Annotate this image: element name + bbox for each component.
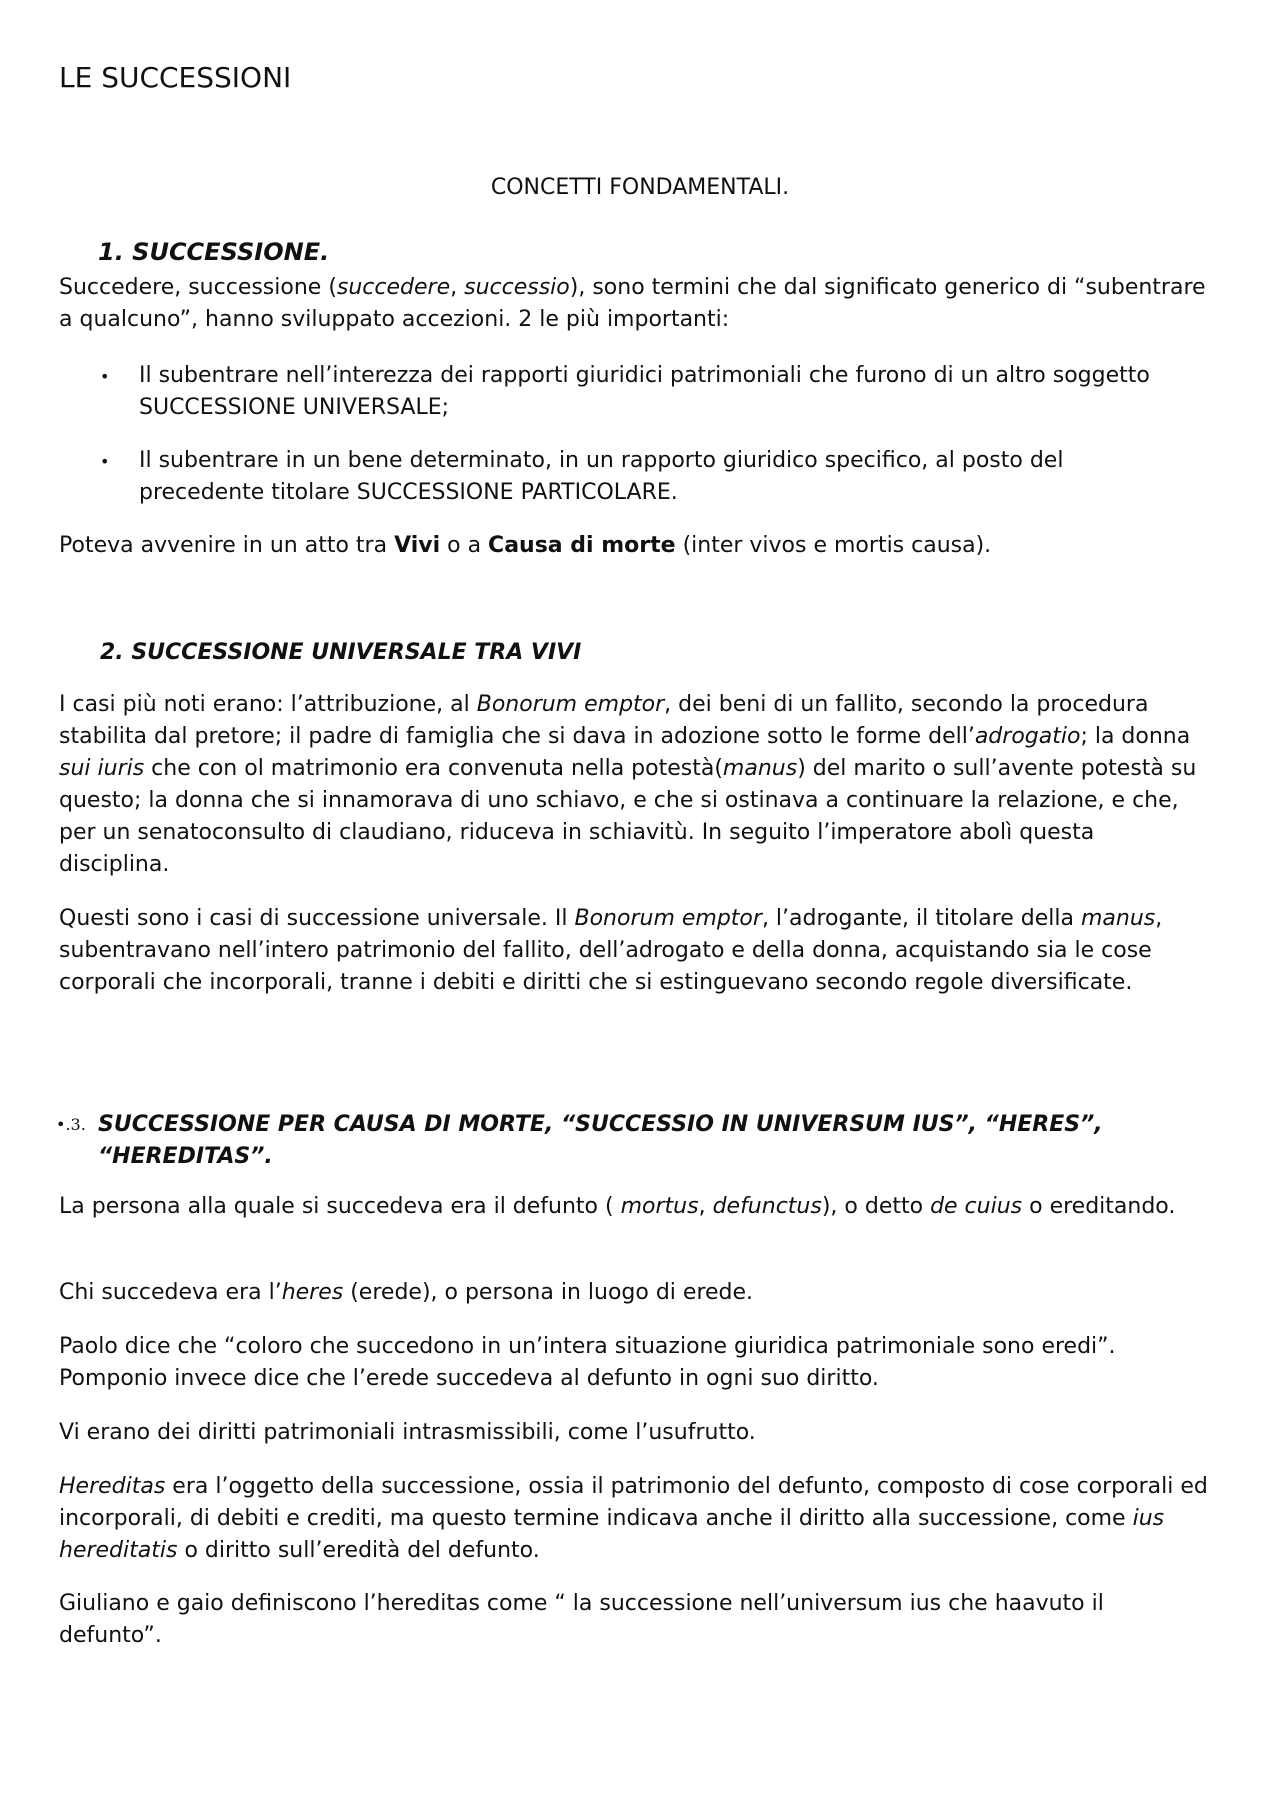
list-item: Il subentrare nell’interezza dei rapporti giuridici patrimoniali che furono di un altro soggetto SUCCESSIONE UNIVERSALE; (139, 363, 1150, 420)
section-2-heading: 2. SUCCESSIONE UNIVERSALE TRA VIVI (100, 640, 582, 665)
bullet-icon: • (100, 452, 110, 471)
section-3-paragraph-1: La persona alla quale si succedeva era il defunto ( mortus, defunctus), o detto de cuius o ereditando. (59, 1194, 1176, 1219)
bullet-icon: • (100, 367, 110, 386)
section-3-paragraph-5: Hereditas era l’oggetto della successione, ossia il patrimonio del defunto, composto di cose corporali ed incorporali, di debiti e crediti, ma questo termine indicava anche il diritto alla successione, come ius hereditatis o diritto sull’eredità del defunto. (59, 1474, 1208, 1563)
list-item: Il subentrare in un bene determinato, in un rapporto giuridico specifico, al posto del precedente titolare SUCCESSIONE PARTICOLARE. (139, 448, 1064, 505)
section-1-paragraph-1: Succedere, successione (succedere, successio), sono termini che dal significato generico di “subentrare a qualcuno”, hanno sviluppato accezioni. 2 le più importanti: (59, 275, 1206, 332)
section-3-heading: SUCCESSIONE PER CAUSA DI MORTE, “SUCCESSIO IN UNIVERSUM IUS”, “HERES”, “HEREDITAS”. (98, 1112, 1103, 1169)
section-3-number: •.3. (56, 1115, 86, 1134)
document-subtitle: CONCETTI FONDAMENTALI. (490, 175, 790, 200)
section-1-paragraph-2: Poteva avvenire in un atto tra Vivi o a Causa di morte (inter vivos e mortis causa). (59, 533, 992, 558)
document-title: LE SUCCESSIONI (59, 61, 292, 94)
section-3-paragraph-2: Chi succedeva era l’heres (erede), o persona in luogo di erede. (59, 1280, 754, 1305)
section-3-paragraph-6: Giuliano e gaio definiscono l’hereditas come “ la successione nell’universum ius che haavuto il defunto”. (59, 1591, 1104, 1648)
section-3-paragraph-4: Vi erano dei diritti patrimoniali intrasmissibili, come l’usufrutto. (59, 1420, 756, 1445)
section-1-heading: 1. SUCCESSIONE. (98, 238, 330, 266)
section-3-paragraph-3: Paolo dice che “coloro che succedono in un’intera situazione giuridica patrimoniale sono eredi”. Pomponio invece dice che l’erede succedeva al defunto in ogni suo diritto. (59, 1334, 1116, 1391)
section-2-paragraph-1: I casi più noti erano: l’attribuzione, al Bonorum emptor, dei beni di un fallito, secondo la procedura stabilita dal pretore; il padre di famiglia che si dava in adozione sotto le forme dell’adrogatio; la donna sui iuris che con ol matrimonio era convenuta nella potestà(manus) del marito o sull’avente potestà su questo; la donna che si innamorava di uno schiavo, e che si ostinava a continuare la relazione, e che, per un senatoconsulto di claudiano, riduceva in schiavitù. In seguito l’imperatore abolì questa disciplina. (59, 692, 1197, 877)
section-2-paragraph-2: Questi sono i casi di successione universale. Il Bonorum emptor, l’adrogante, il titolare della manus, subentravano nell’intero patrimonio del fallito, dell’adrogato e della donna, acquistando sia le cose corporali che incorporali, tranne i debiti e diritti che si estinguevano secondo regole diversificate. (59, 906, 1163, 995)
